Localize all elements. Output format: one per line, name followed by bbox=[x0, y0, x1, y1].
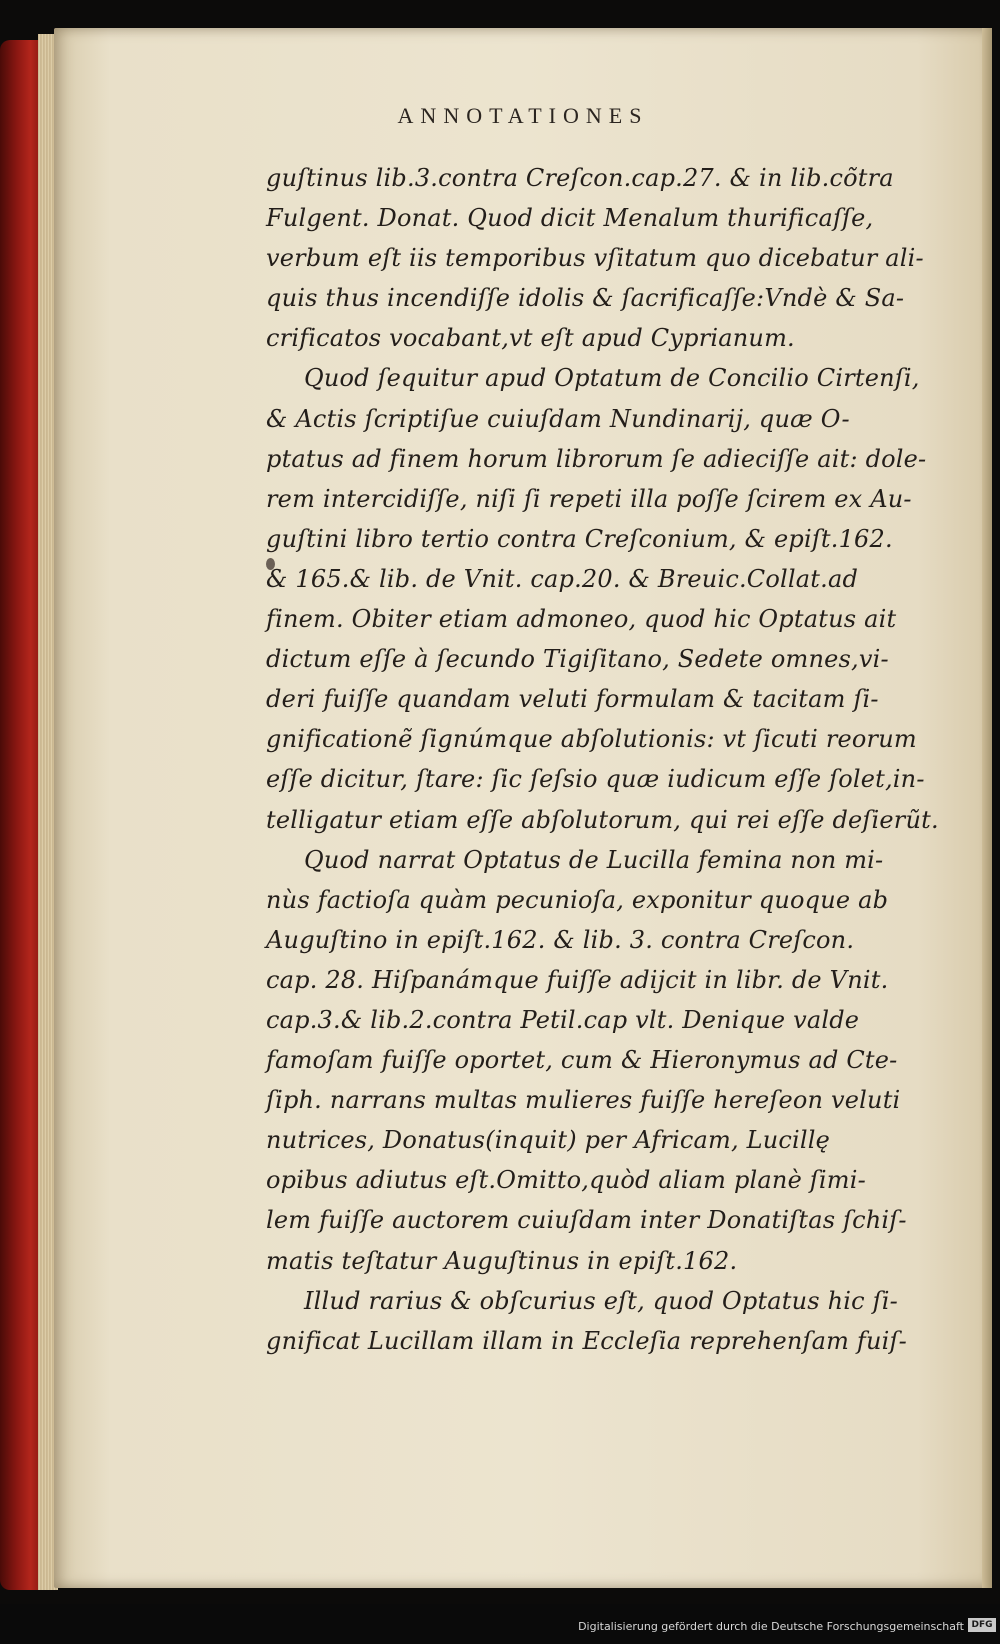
text-line: nùs factioſa quàm pecunioſa, exponitur quoque ab bbox=[266, 885, 889, 914]
text-line: quis thus incendiſſe idolis & ſacrificaſſe:Vndè & Sa- bbox=[266, 284, 905, 313]
text-line: Quod narrat Optatus de Lucilla femina non mi- bbox=[304, 845, 884, 874]
text-line: crificatos vocabant,vt eſt apud Cyprianum. bbox=[266, 324, 795, 353]
text-line: rem intercidiſſe, niſi ſi repeti illa poſſe ſcirem ex Au- bbox=[266, 484, 912, 513]
text-line: ſiph. narrans multas mulieres fuiſſe hereſeon veluti bbox=[266, 1086, 901, 1115]
text-line: guſtinus lib.3.contra Creſcon.cap.27. & in lib.cõtra bbox=[266, 164, 894, 192]
body-text bbox=[266, 158, 956, 1361]
book bbox=[0, 28, 1000, 1594]
running-head: ANNOTATIONES bbox=[397, 103, 649, 128]
text-line: gnificat Lucillam illam in Eccleſia reprehenſam fuiſ- bbox=[266, 1326, 907, 1355]
text-line: cap. 28. Hiſpanámque fuiſſe adijcit in libr. de Vnit. bbox=[266, 965, 889, 994]
text-line: lem fuiſſe auctorem cuiuſdam inter Donatiſtas ſchiſ- bbox=[266, 1206, 907, 1235]
text-line: opibus adiutus eſt.Omitto,quòd aliam planè ſimi- bbox=[266, 1166, 866, 1195]
text-line: ptatus ad finem horum librorum ſe adieciſſe ait: dole- bbox=[266, 444, 927, 473]
text-line: Fulgent. Donat. Quod dicit Menalum thurificaſſe, bbox=[266, 204, 874, 233]
text-line: matis teſtatur Auguſtinus in epiſt.162. bbox=[266, 1246, 738, 1275]
dfg-logo-icon: DFG bbox=[968, 1618, 996, 1632]
text-line: Illud rarius & obſcurius eſt, quod Optatus hic ſi- bbox=[304, 1286, 898, 1315]
text-line: gnificationẽ ſignúmque abſolutionis: vt ſicuti reorum bbox=[266, 725, 917, 754]
funding-credit: Digitalisierung gefördert durch die Deutsche Forschungsgemeinschaft bbox=[578, 1620, 964, 1633]
text-line: eſſe dicitur, ſtare: ſic ſeſsio quæ iudicum eſſe ſolet,in- bbox=[266, 765, 925, 794]
text-line: nutrices, Donatus(inquit) per Africam, Lucillę bbox=[266, 1126, 831, 1155]
text-line: & 165.& lib. de Vnit. cap.20. & Breuic.Collat.ad bbox=[266, 564, 859, 593]
text-line: guſtini libro tertio contra Creſconium, & epiſt.162. bbox=[266, 524, 893, 553]
text-line: Quod ſequitur apud Optatum de Concilio Cirtenſi, bbox=[304, 364, 920, 393]
page-right-edge bbox=[982, 28, 992, 1588]
text-line: deri fuiſſe quandam veluti formulam & tacitam ſi- bbox=[266, 685, 879, 714]
scanned-page bbox=[54, 28, 992, 1588]
text-line: telligatur etiam eſſe abſolutorum, qui rei eſſe deſierũt. bbox=[266, 805, 939, 834]
text-line: Auguſtino in epiſt.162. & lib. 3. contra Creſcon. bbox=[266, 925, 855, 954]
text-line: famoſam fuiſſe oportet, cum & Hieronymus ad Cte- bbox=[266, 1046, 898, 1075]
text-line: cap.3.& lib.2.contra Petil.cap vlt. Denique valde bbox=[266, 1005, 860, 1034]
text-line: verbum eſt iis temporibus vſitatum quo dicebatur ali- bbox=[266, 244, 924, 273]
text-line: dictum eſſe à ſecundo Tigiſitano, Sedete omnes,vi- bbox=[266, 645, 889, 674]
text-line: finem. Obiter etiam admoneo, quod hic Optatus ait bbox=[266, 605, 897, 634]
text-line: & Actis ſcriptiſue cuiuſdam Nundinarij, quæ O- bbox=[266, 404, 850, 433]
